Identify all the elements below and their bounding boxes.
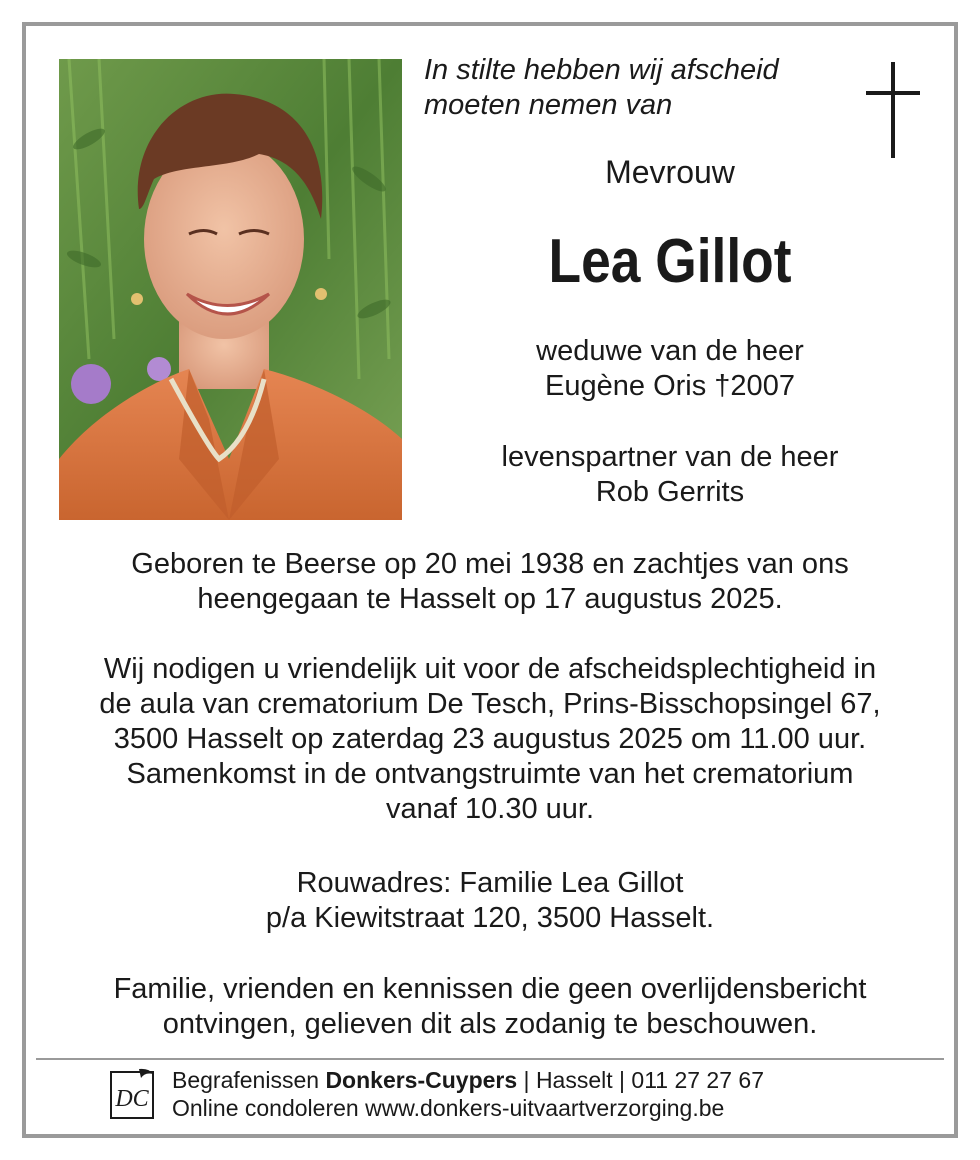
paragraph-line: Samenkomst in de ontvangstruimte van het crematorium	[126, 758, 854, 790]
company-name: Donkers-Cuypers	[325, 1067, 518, 1093]
deceased-name: Lea Gillot	[548, 227, 792, 296]
paragraph-line: Familie, vrienden en kennissen die geen overlijdensbericht	[113, 973, 867, 1005]
footer-prefix: Begrafenissen	[172, 1067, 320, 1093]
footer-line-website	[172, 1094, 764, 1122]
paragraph-line: de aula van crematorium De Tesch, Prins-Bisschopsingel 67,	[99, 688, 881, 720]
separator: |	[517, 1067, 536, 1093]
condolence-label: Online condoleren	[172, 1095, 359, 1121]
intro-line: In stilte hebben wij afscheid	[424, 54, 779, 86]
relation-partner	[420, 440, 920, 510]
intro-line: moeten nemen van	[424, 89, 673, 121]
relation-line: weduwe van de heer	[536, 335, 804, 367]
footer-divider	[36, 1058, 944, 1060]
relation-line: levenspartner van de heer	[501, 441, 839, 473]
notice-paragraph	[40, 972, 940, 1042]
paragraph-line: 3500 Hasselt op zaterdag 23 augustus 2025 om 11.00 uur.	[113, 723, 867, 755]
funeral-home-logo	[109, 1066, 155, 1120]
footer-credits	[172, 1066, 764, 1122]
mourning-address	[40, 866, 940, 936]
ceremony-paragraph	[40, 652, 940, 827]
paragraph-line: vanaf 10.30 uur.	[386, 793, 594, 825]
phone-number: 011 27 27 67	[631, 1067, 764, 1093]
relation-line: Eugène Oris †2007	[545, 370, 795, 402]
logo-monogram: DC	[115, 1086, 149, 1112]
paragraph-line: Rouwadres: Familie Lea Gillot	[296, 867, 684, 899]
birth-death-paragraph	[40, 547, 940, 617]
relation-line: Rob Gerrits	[595, 476, 745, 508]
footer-line-company	[172, 1066, 764, 1094]
separator: |	[612, 1067, 632, 1093]
relation-widow	[420, 334, 920, 404]
honorific: Mevrouw	[605, 154, 735, 190]
company-city: Hasselt	[535, 1067, 613, 1093]
portrait-photo	[59, 59, 402, 520]
paragraph-line: p/a Kiewitstraat 120, 3500 Hasselt.	[265, 902, 715, 934]
paragraph-line: Wij nodigen u vriendelijk uit voor de afscheidsplechtigheid in	[103, 653, 877, 685]
paragraph-line: heengegaan te Hasselt op 17 augustus 2025.	[197, 583, 783, 615]
paragraph-line: Geboren te Beerse op 20 mei 1938 en zachtjes van ons	[131, 548, 849, 580]
latin-cross-icon	[862, 60, 924, 160]
website-link[interactable]: www.donkers-uitvaartverzorging.be	[365, 1095, 725, 1121]
intro-text	[424, 53, 779, 123]
paragraph-line: ontvingen, gelieven dit als zodanig te beschouwen.	[162, 1008, 818, 1040]
